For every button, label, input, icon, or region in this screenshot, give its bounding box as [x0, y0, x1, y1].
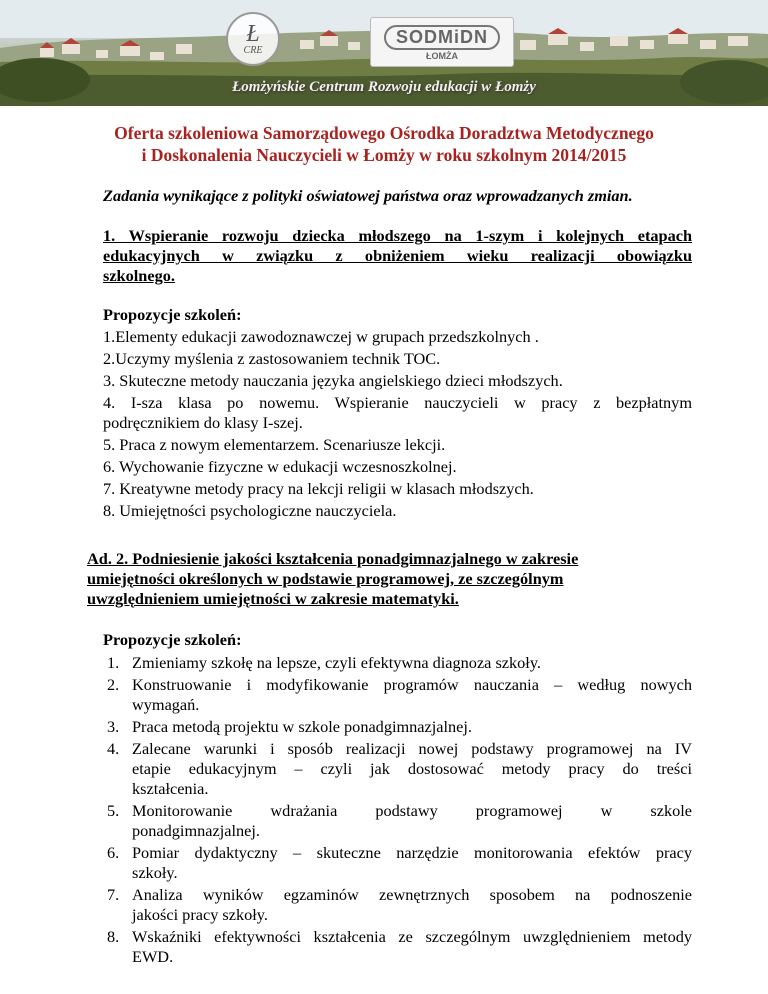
document-subtitle: Zadania wynikające z polityki oświatowej państwa oraz wprowadzanych zmian.	[103, 186, 633, 205]
section2-item-6-num: 6.	[107, 843, 120, 862]
sodmidn-logo-city: ŁOMŻA	[426, 51, 458, 61]
section2-item-4-line-3: kształcenia.	[132, 779, 209, 798]
section2-item-8-line-1: Wskaźniki efektywności kształcenia ze szczególnym uwzględnieniem metody	[132, 927, 692, 946]
cre-logo-text: CRE	[243, 45, 263, 56]
section1-item-7: 7. Kreatywne metody pracy na lekcji religii w klasach młodszych.	[103, 479, 534, 498]
cre-logo-letter: Ł	[246, 21, 260, 47]
section2-proposals-label: Propozycje szkoleń:	[103, 630, 242, 649]
section2-item-7-line-2: jakości pracy szkoły.	[132, 905, 268, 924]
section2-item-6-line-1: Pomiar dydaktyczny – skuteczne narzędzie monitorowania efektów pracy	[132, 843, 692, 862]
section2-item-2-num: 2.	[107, 675, 120, 694]
section1-item-5: 5. Praca z nowym elementarzem. Scenariusze lekcji.	[103, 435, 446, 454]
section1-item-1: 1.Elementy edukacji zawodoznawczej w grupach przedszkolnych .	[103, 327, 539, 346]
section1-item-4-cont: podręcznikiem do klasy I-szej.	[103, 413, 303, 432]
header-banner	[0, 0, 768, 106]
section2-item-5-num: 5.	[107, 801, 120, 820]
section2-item-2-line-1: Konstruowanie i modyfikowanie programów nauczania – według nowych	[132, 675, 692, 694]
banner-title: Łomżyńskie Centrum Rozwoju edukacji w Łomży	[232, 79, 536, 95]
section2-item-4-num: 4.	[107, 739, 120, 758]
section1-item-4: 4. I-sza klasa po nowemu. Wspieranie nauczycieli w pracy z bezpłatnym	[103, 393, 692, 412]
section2-item-3-num: 3.	[107, 717, 120, 736]
section2-item-7-line-1: Analiza wyników egzaminów zewnętrznych sposobem na podnoszenie	[132, 885, 692, 904]
section1-item-2: 2.Uczymy myślenia z zastosowaniem technik TOC.	[103, 349, 441, 368]
section1-item-6: 6. Wychowanie fizyczne w edukacji wczesnoszkolnej.	[103, 457, 457, 476]
section2-item-1-num: 1.	[107, 653, 120, 672]
section1-heading-line-3: szkolnego.	[103, 266, 175, 285]
section2-heading-line-1: Ad. 2. Podniesienie jakości kształcenia ponadgimnazjalnego w zakresie	[87, 549, 579, 568]
section2-item-5-line-2: ponadgimnazjalnej.	[132, 821, 260, 840]
section2-item-7-num: 7.	[107, 885, 120, 904]
section1-heading-line-2: edukacyjnych w związku z obniżeniem wieku realizacji obowiązku	[103, 246, 692, 265]
section2-heading-line-2: umiejętności określonych w podstawie programowej, ze szczególnym	[87, 569, 564, 588]
section1-heading-line-1: 1. Wspieranie rozwoju dziecka młodszego na 1-szym i kolejnych etapach	[103, 226, 692, 245]
section2-item-4-line-2: etapie edukacyjnym – czyli jak dostosować metody pracy do treści	[132, 759, 692, 778]
sodmidn-logo	[370, 17, 514, 67]
sodmidn-logo-name: SODMiDN	[384, 25, 500, 50]
section2-heading-line-3: uwzględnieniem umiejętności w zakresie matematyki.	[87, 589, 459, 608]
section2-item-1-line-1: Zmieniamy szkołę na lepsze, czyli efektywna diagnoza szkoły.	[132, 653, 541, 672]
section1-item-3: 3. Skuteczne metody nauczania języka angielskiego dzieci młodszych.	[103, 371, 563, 390]
section2-item-8-num: 8.	[107, 927, 120, 946]
section2-item-5-line-1: Monitorowanie wdrażania podstawy programowej w szkole	[132, 801, 692, 820]
section2-item-4-line-1: Zalecane warunki i sposób realizacji nowej podstawy programowej na IV	[132, 739, 692, 758]
document-title-line-1: Oferta szkoleniowa Samorządowego Ośrodka Doradztwa Metodycznego	[114, 123, 654, 143]
cre-logo	[226, 12, 280, 66]
section2-item-6-line-2: szkoły.	[132, 863, 178, 882]
section1-proposals-label: Propozycje szkoleń:	[103, 305, 242, 324]
section2-item-2-line-2: wymagań.	[132, 695, 200, 714]
section2-item-8-line-2: EWD.	[132, 947, 174, 966]
document-title-line-2: i Doskonalenia Nauczycieli w Łomży w roku szkolnym 2014/2015	[141, 145, 627, 165]
section1-item-8: 8. Umiejętności psychologiczne nauczyciela.	[103, 501, 397, 520]
section2-item-3-line-1: Praca metodą projektu w szkole ponadgimnazjalnej.	[132, 717, 472, 736]
